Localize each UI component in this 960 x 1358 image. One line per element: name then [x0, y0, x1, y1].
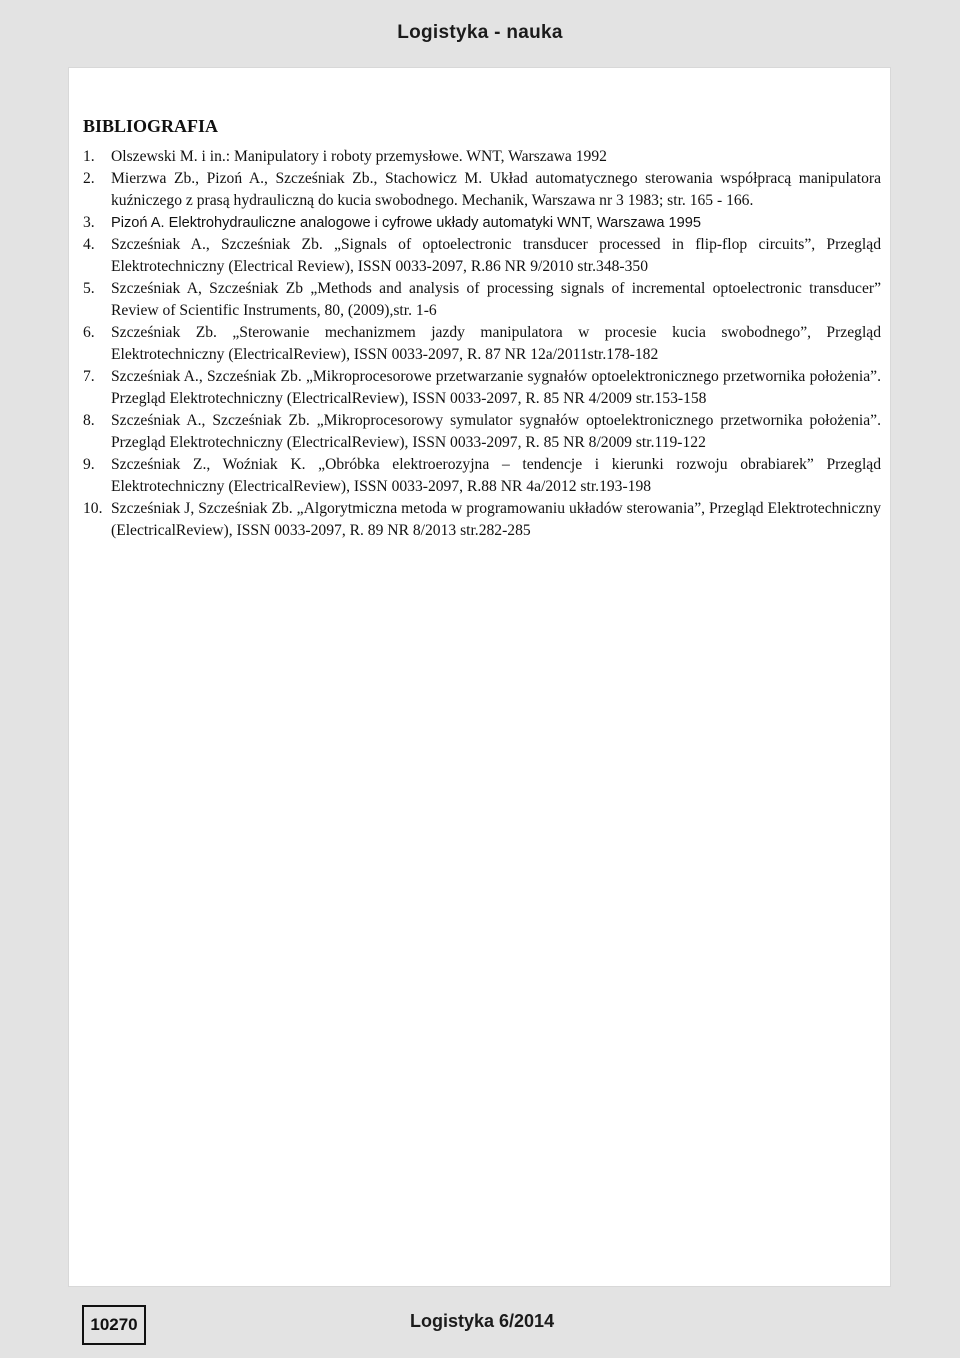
entry-number: 9. [83, 456, 95, 473]
entry-number: 6. [83, 324, 95, 341]
entry-text: Szcześniak A., Szcześniak Zb. „Signals of optoelectronic transducer processed in flip-flop circuits”, Przegląd Elektrotechniczny (Electrical Review), ISSN 0033-2097, R.86 NR 9/2010 str.348-350 [111, 236, 881, 275]
bibliography-entry [83, 146, 881, 168]
entry-text: Szcześniak J, Szcześniak Zb. „Algorytmiczna metoda w programowaniu układów sterowania”, Przegląd Elektrotechniczny (ElectricalReview), ISSN 0033-2097, R. 89 NR 8/2013 str.282-285 [111, 500, 881, 539]
bibliography-heading: BIBLIOGRAFIA [83, 116, 219, 136]
entry-number: 7. [83, 368, 95, 385]
bibliography-entry [83, 234, 881, 278]
bibliography-entry [83, 498, 881, 542]
entry-number: 3. [83, 214, 95, 231]
bibliography-entry [83, 366, 881, 410]
entry-number: 4. [83, 236, 95, 253]
bibliography-list [83, 146, 881, 542]
entry-text: Szcześniak Zb. „Sterowanie mechanizmem jazdy manipulatora w procesie kucia swobodnego”, Przegląd Elektrotechniczny (ElectricalReview), ISSN 0033-2097, R. 87 NR 12a/2011str.178-182 [111, 324, 881, 363]
entry-text: Mierzwa Zb., Pizoń A., Szcześniak Zb., Stachowicz M. Układ automatycznego sterowania współpracą manipulatora kuźniczego z prasą hydrauliczną do kucia swobodnego. Mechanik, Warszawa nr 3 1983; str. 165 - 166. [111, 170, 881, 209]
page-header [0, 0, 960, 62]
entry-text: Olszewski M. i in.: Manipulatory i roboty przemysłowe. WNT, Warszawa 1992 [111, 148, 607, 165]
entry-number: 5. [83, 280, 95, 297]
entry-number: 8. [83, 412, 95, 429]
entry-text: Szcześniak Z., Woźniak K. „Obróbka elektroerozyjna – tendencje i kierunki rozwoju obrabiarek” Przegląd Elektrotechniczny (ElectricalReview), ISSN 0033-2097, R.88 NR 4a/2012 str.193-198 [111, 456, 881, 495]
entry-text: Szcześniak A, Szcześniak Zb „Methods and analysis of processing signals of incremental optoelectronic transducer” Review of Scientific Instruments, 80, (2009),str. 1-6 [111, 280, 881, 319]
bibliography-entry [83, 278, 881, 322]
entry-text: Szcześniak A., Szcześniak Zb. „Mikroprocesorowy symulator sygnałów optoelektronicznego przetwornika położenia”. Przegląd Elektrotechniczny (ElectricalReview), ISSN 0033-2097, R. 85 NR 8/2009 str.119-122 [111, 412, 881, 451]
bibliography-entry [83, 212, 881, 234]
page-content [68, 67, 891, 1287]
page-number: 10270 [82, 1305, 146, 1345]
journal-issue: Logistyka 6/2014 [410, 1311, 555, 1331]
entry-number: 1. [83, 148, 95, 165]
entry-number: 10. [83, 500, 103, 517]
bibliography-entry [83, 454, 881, 498]
entry-text: Pizoń A. Elektrohydrauliczne analogowe i cyfrowe układy automatyki WNT, Warszawa 1995 [111, 215, 701, 231]
entry-number: 2. [83, 170, 95, 187]
section-title: Logistyka - nauka [397, 22, 563, 43]
bibliography-entry [83, 410, 881, 454]
bibliography-entry [83, 322, 881, 366]
entry-text: Szcześniak A., Szcześniak Zb. „Mikroprocesorowe przetwarzanie sygnałów optoelektronicznego przetwornika położenia”. Przegląd Elektrotechniczny (ElectricalReview), ISSN 0033-2097, R. 85 NR 4/2009 str.153-158 [111, 368, 881, 407]
bibliography-entry [83, 168, 881, 212]
